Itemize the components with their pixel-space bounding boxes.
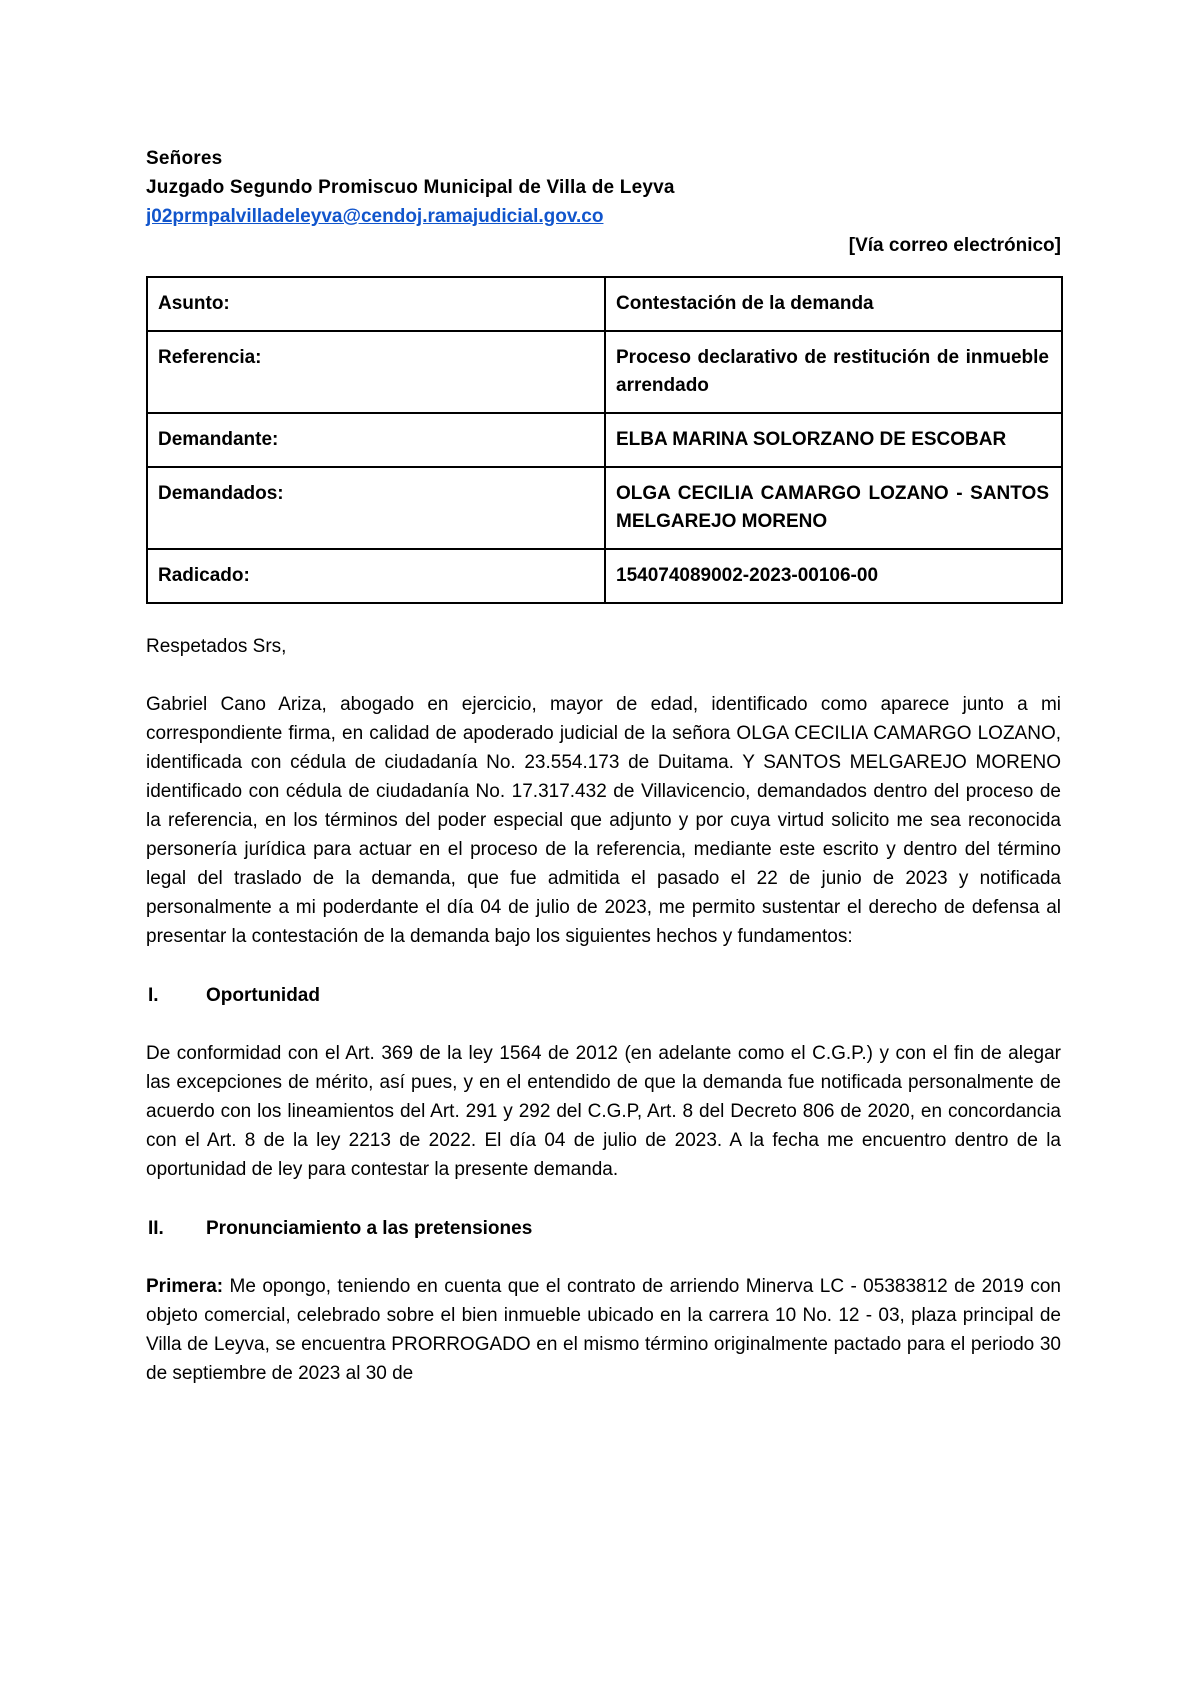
table-row — [147, 331, 1062, 413]
primera-paragraph — [146, 1272, 1061, 1388]
section-title: Oportunidad — [206, 985, 320, 1006]
section-number: I. — [148, 985, 159, 1006]
table-key: Radicado: — [147, 549, 605, 603]
section-number: II. — [148, 1218, 164, 1239]
document-content — [146, 144, 1061, 1388]
table-value: 154074089002-2023-00106-00 — [605, 549, 1062, 603]
table-value: Contestación de la demanda — [605, 277, 1062, 331]
table-key: Demandante: — [147, 413, 605, 467]
table-value: ELBA MARINA SOLORZANO DE ESCOBAR — [605, 413, 1062, 467]
primera-text: Me opongo, teniendo en cuenta que el contrato de arriendo Minerva LC - 05383812 de 2019 con objeto comercial, celebrado sobre el bien inmueble ubicado en la carrera 10 No. 12 - 03, plaza principal de Villa de Leyva, se encuentra PRORROGADO en el mismo término originalmente pactado para el periodo 30 de septiembre de 2023 al 30 de — [146, 1276, 1061, 1384]
primera-label: Primera: — [146, 1276, 224, 1297]
reference-table — [146, 276, 1063, 604]
table-value: Proceso declarativo de restitución de inmueble arrendado — [605, 331, 1062, 413]
section-heading-oportunidad — [146, 981, 1061, 1010]
section-title: Pronunciamiento a las pretensiones — [206, 1218, 533, 1239]
section-heading-pretensiones — [146, 1214, 1061, 1243]
table-row — [147, 467, 1062, 549]
court-email-link[interactable]: j02prmpalvilladeleyva@cendoj.ramajudicial.gov.co — [146, 206, 604, 227]
salutation: Respetados Srs, — [146, 636, 287, 657]
delivery-method: [Vía correo electrónico] — [848, 235, 1061, 256]
table-row — [147, 277, 1062, 331]
table-value: OLGA CECILIA CAMARGO LOZANO - SANTOS MELGAREJO MORENO — [605, 467, 1062, 549]
table-row — [147, 549, 1062, 603]
table-key: Demandados: — [147, 467, 605, 549]
oportunidad-paragraph: De conformidad con el Art. 369 de la ley 1564 de 2012 (en adelante como el C.G.P.) y con el fin de alegar las excepciones de mérito, así pues, y en el entendido de que la demanda fue notificada personalmente de acuerdo con los lineamientos del Art. 291 y 292 del C.G.P, Art. 8 del Decreto 806 de 2020, en concordancia con el Art. 8 de la ley 2213 de 2022. El día 04 de julio de 2023. A la fecha me encuentro dentro de la oportunidad de ley para contestar la presente demanda. — [146, 1043, 1061, 1180]
table-row — [147, 413, 1062, 467]
table-key: Asunto: — [147, 277, 605, 331]
table-key: Referencia: — [147, 331, 605, 413]
intro-paragraph: Gabriel Cano Ariza, abogado en ejercicio, mayor de edad, identificado como aparece junto a mi correspondiente firma, en calidad de apoderado judicial de la señora OLGA CECILIA CAMARGO LOZANO, identificada con cédula de ciudadanía No. 23.554.173 de Duitama. Y SANTOS MELGAREJO MORENO identificado con cédula de ciudadanía No. 17.317.432 de Villavicencio, demandados dentro del proceso de la referencia, en los términos del poder especial que adjunto y por cuya virtud solicito me sea reconocida personería jurídica para actuar en el proceso de la referencia, mediante este escrito y dentro del término legal del traslado de la demanda, que fue admitida el pasado el 22 de junio de 2023 y notificada personalmente a mi poderdante el día 04 de julio de 2023, me permito sustentar el derecho de defensa al presentar la contestación de la demanda bajo los siguientes hechos y fundamentos: — [146, 694, 1061, 947]
greeting-line: Señores — [146, 148, 223, 169]
court-name: Juzgado Segundo Promiscuo Municipal de Villa de Leyva — [146, 177, 675, 198]
